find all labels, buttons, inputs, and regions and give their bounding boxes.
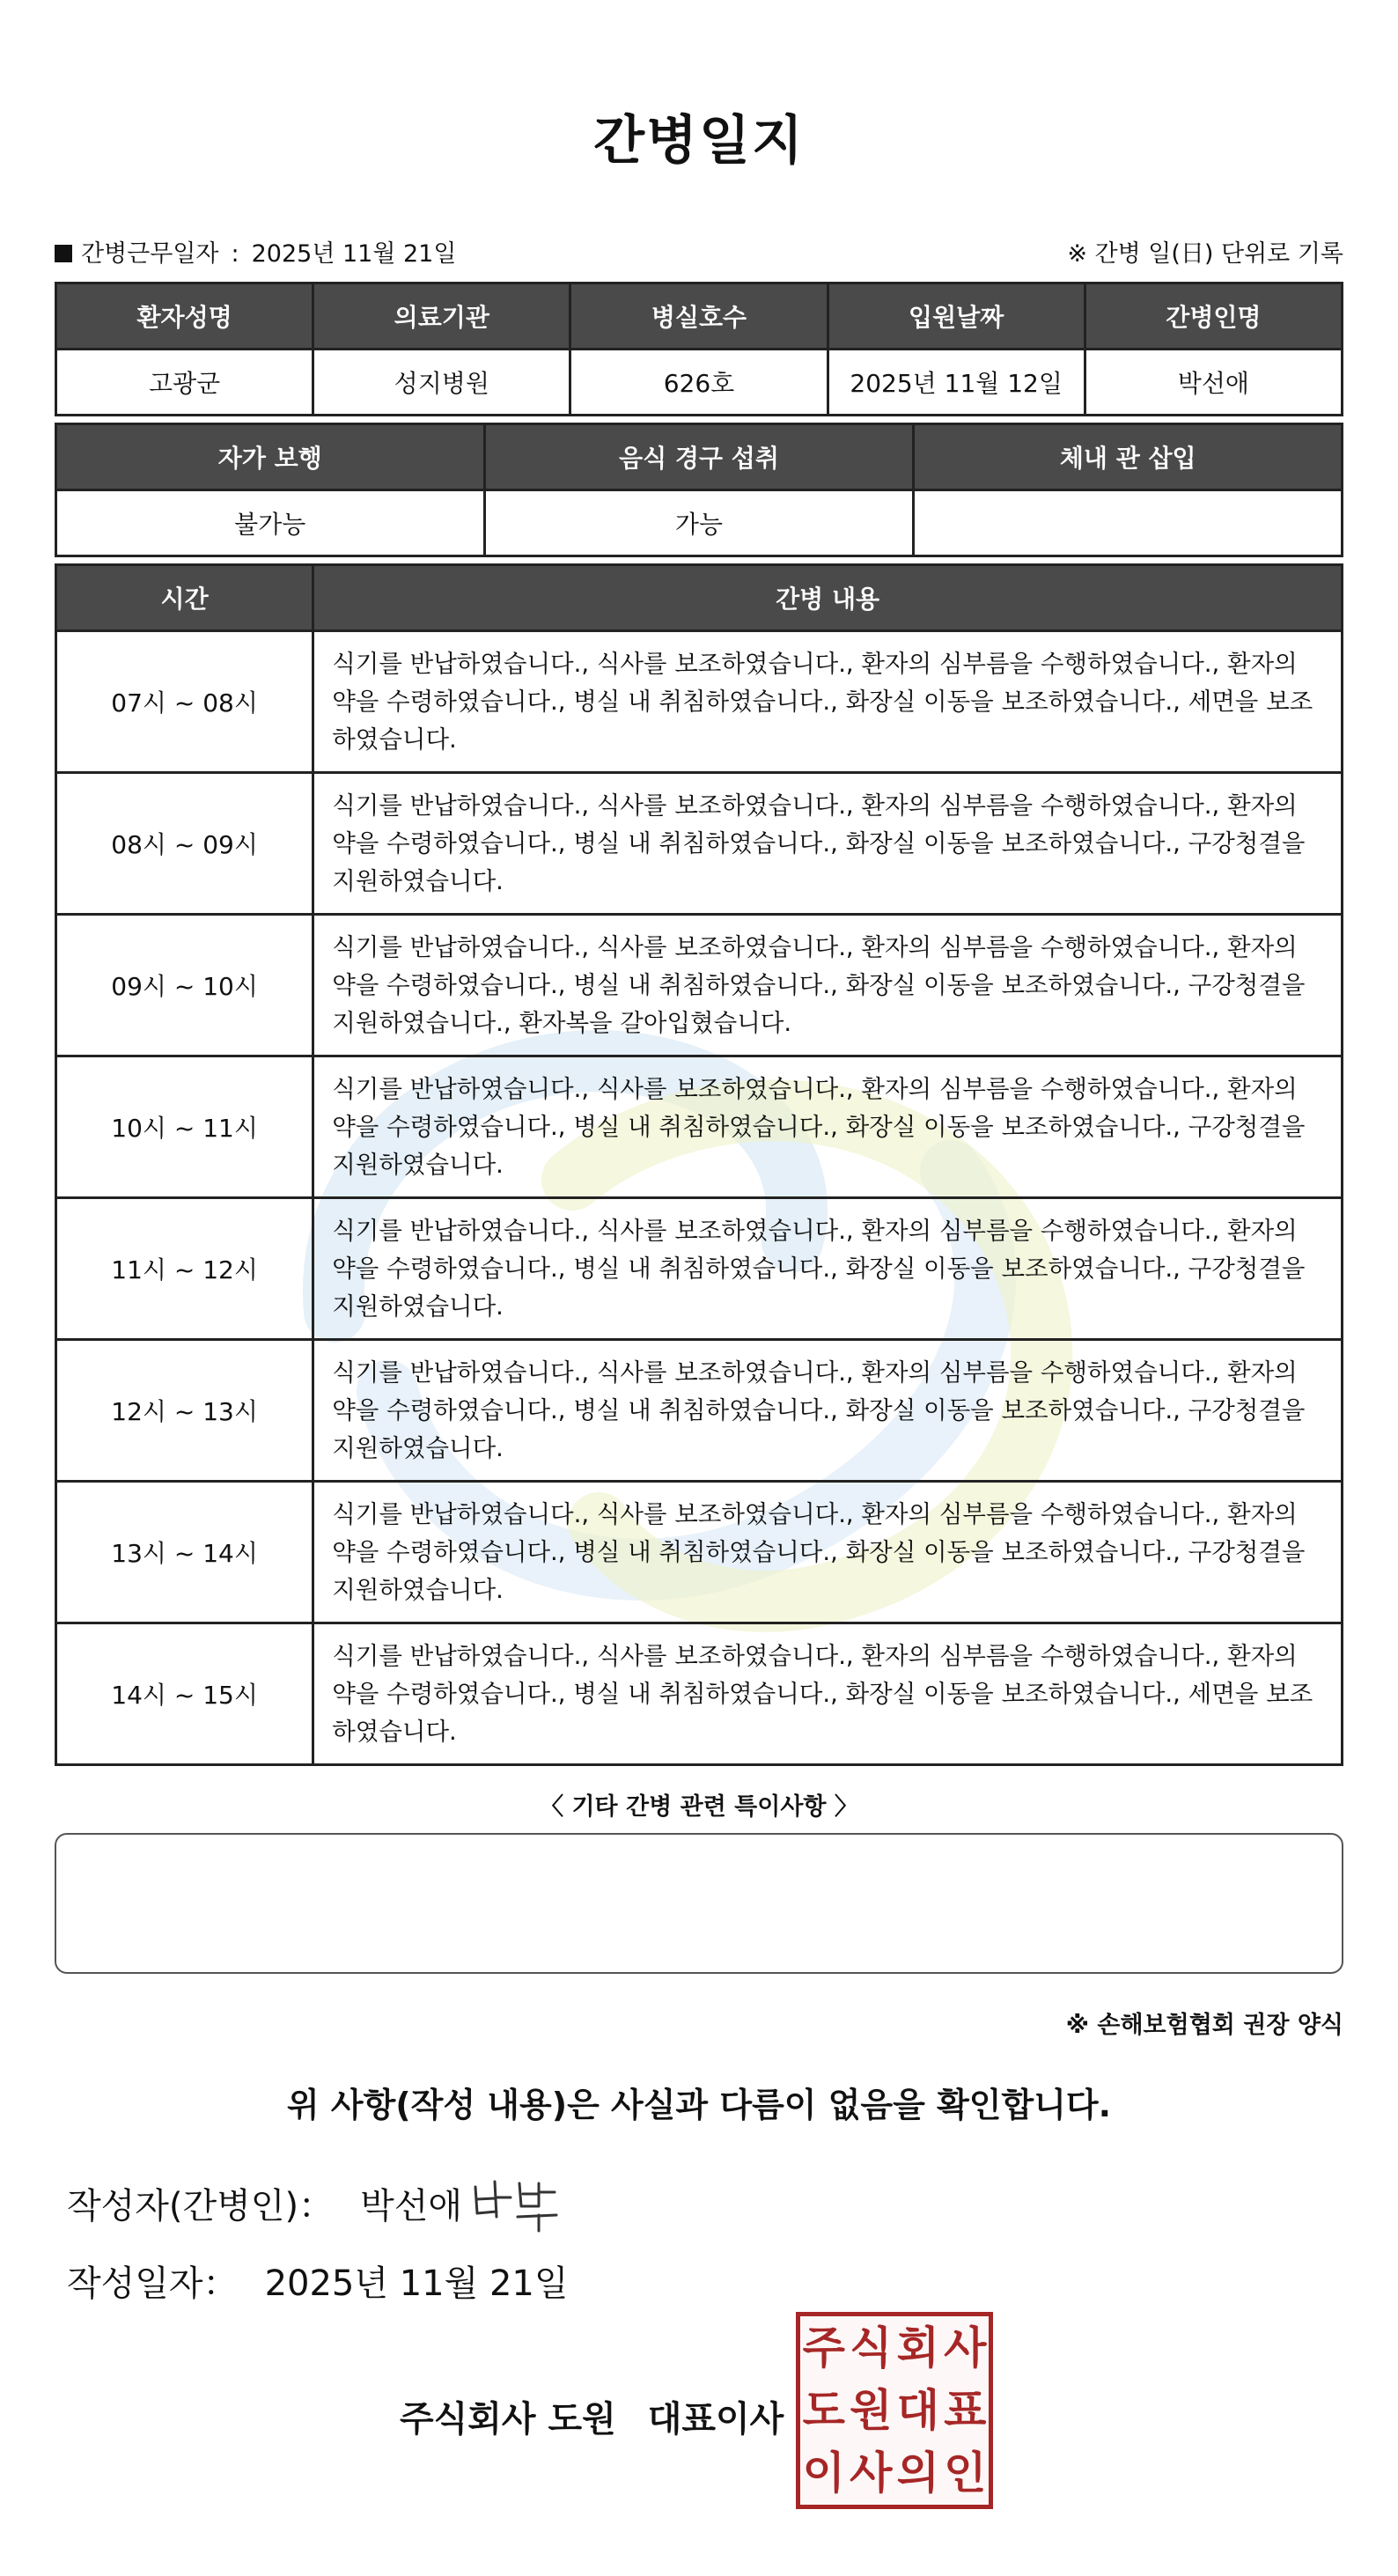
handwritten-signature — [468, 2175, 565, 2236]
header-patient-name: 환자성명 — [56, 283, 313, 350]
header-time: 시간 — [56, 565, 313, 631]
company-signature-line — [400, 2391, 784, 2441]
patient-status-header-row — [56, 424, 1343, 490]
header-tube-insertion: 체내 관 삽입 — [914, 424, 1343, 490]
special-notes-title: 〈 기타 간병 관련 특이사항 〉 — [540, 1793, 858, 1821]
care-content-cell: 식기를 반납하였습니다., 식사를 보조하였습니다., 환자의 심부름을 수행하였습니다., 환자의 약을 수령하였습니다., 병실 내 취침하였습니다., 화장실 이동을 보조하였습니다., 구강청결을 지원하였습니다. — [313, 773, 1343, 915]
tube-insertion-cell — [914, 490, 1343, 556]
caregiver-name-cell: 박선애 — [1085, 350, 1342, 416]
seal-character: 사 — [850, 2447, 893, 2499]
seal-character: 이 — [802, 2447, 845, 2499]
self-walking-cell: 불가능 — [56, 490, 485, 556]
patient-status-value-row — [56, 490, 1343, 556]
patient-info-table — [55, 282, 1343, 416]
writer-name: 박선애 — [360, 2186, 462, 2226]
company-seal-stamp — [796, 2312, 993, 2509]
square-bullet-icon — [55, 245, 72, 262]
patient-status-table — [55, 423, 1343, 557]
care-content-cell: 식기를 반납하였습니다., 식사를 보조하였습니다., 환자의 심부름을 수행하였습니다., 환자의 약을 수령하였습니다., 병실 내 취침하였습니다., 화장실 이동을 보조하였습니다., 세면을 보조하였습니다. — [313, 631, 1343, 773]
header-care-content: 간병 내용 — [313, 565, 1343, 631]
time-cell: 09시 ~ 10시 — [56, 915, 313, 1056]
care-content-cell: 식기를 반납하였습니다., 식사를 보조하였습니다., 환자의 심부름을 수행하였습니다., 환자의 약을 수령하였습니다., 병실 내 취침하였습니다., 화장실 이동을 보조하였습니다., 구강청결을 지원하였습니다. — [313, 1056, 1343, 1198]
care-log-row — [56, 1056, 1343, 1198]
writer-line — [67, 2178, 462, 2228]
time-cell: 14시 ~ 15시 — [56, 1623, 313, 1765]
seal-character: 식 — [850, 2322, 893, 2374]
header-self-walking: 자가 보행 — [56, 424, 485, 490]
admission-date-cell: 2025년 11월 12일 — [828, 350, 1085, 416]
care-log-row — [56, 631, 1343, 773]
patient-info-value-row — [56, 350, 1343, 416]
care-content-cell: 식기를 반납하였습니다., 식사를 보조하였습니다., 환자의 심부름을 수행하였습니다., 환자의 약을 수령하였습니다., 병실 내 취침하였습니다., 화장실 이동을 보조하였습니다., 세면을 보조하였습니다. — [313, 1623, 1343, 1765]
time-cell: 07시 ~ 08시 — [56, 631, 313, 773]
seal-character: 대 — [896, 2384, 939, 2436]
care-log-row — [56, 915, 1343, 1056]
header-oral-intake: 음식 경구 섭취 — [484, 424, 914, 490]
care-log-row — [56, 1340, 1343, 1482]
seal-character: 표 — [944, 2384, 987, 2436]
seal-character: 주 — [802, 2322, 845, 2374]
colon-separator: : — [231, 240, 239, 268]
care-content-cell: 식기를 반납하였습니다., 식사를 보조하였습니다., 환자의 심부름을 수행하였습니다., 환자의 약을 수령하였습니다., 병실 내 취침하였습니다., 화장실 이동을 보조하였습니다., 구강청결을 지원하였습니다. — [313, 1482, 1343, 1623]
writer-label: 작성자(간병인)： — [67, 2186, 335, 2226]
patient-name-cell: 고광군 — [56, 350, 313, 416]
seal-character: 사 — [944, 2322, 987, 2374]
care-log-row — [56, 773, 1343, 915]
hospital-cell: 성지병원 — [313, 350, 570, 416]
time-cell: 13시 ~ 14시 — [56, 1482, 313, 1623]
seal-character: 회 — [896, 2322, 939, 2374]
form-source-note: ※ 손해보험협회 권장 양식 — [1065, 2012, 1343, 2039]
special-notes-box — [55, 1833, 1343, 1974]
seal-character: 도 — [802, 2384, 845, 2436]
work-date-value: 2025년 11월 21일 — [251, 240, 457, 268]
header-room-number: 병실호수 — [570, 283, 828, 350]
care-content-cell: 식기를 반납하였습니다., 식사를 보조하였습니다., 환자의 심부름을 수행하였습니다., 환자의 약을 수령하였습니다., 병실 내 취침하였습니다., 화장실 이동을 보조하였습니다., 구강청결을 지원하였습니다. — [313, 1198, 1343, 1340]
seal-character: 의 — [896, 2447, 939, 2499]
care-log-row — [56, 1482, 1343, 1623]
oral-intake-cell: 가능 — [484, 490, 914, 556]
time-cell: 12시 ~ 13시 — [56, 1340, 313, 1482]
seal-character: 원 — [850, 2384, 893, 2436]
time-cell: 10시 ~ 11시 — [56, 1056, 313, 1198]
work-date-label: 간병근무일자 — [81, 240, 219, 268]
company-name: 주식회사 도원 — [400, 2399, 616, 2440]
written-date-label: 작성일자： — [67, 2263, 239, 2304]
company-role: 대표이사 — [647, 2399, 784, 2440]
care-content-cell: 식기를 반납하였습니다., 식사를 보조하였습니다., 환자의 심부름을 수행하였습니다., 환자의 약을 수령하였습니다., 병실 내 취침하였습니다., 화장실 이동을 보조하였습니다., 구강청결을 지원하였습니다., 환자복을 갈아입혔습니다. — [313, 915, 1343, 1056]
patient-info-header-row — [56, 283, 1343, 350]
room-number-cell: 626호 — [570, 350, 828, 416]
confirmation-statement: 위 사항(작성 내용)은 사실과 다름이 없음을 확인합니다. — [286, 2086, 1112, 2124]
header-caregiver-name: 간병인명 — [1085, 283, 1342, 350]
header-hospital: 의료기관 — [313, 283, 570, 350]
time-cell: 11시 ~ 12시 — [56, 1198, 313, 1340]
care-log-row — [56, 1198, 1343, 1340]
care-content-cell: 식기를 반납하였습니다., 식사를 보조하였습니다., 환자의 심부름을 수행하였습니다., 환자의 약을 수령하였습니다., 병실 내 취침하였습니다., 화장실 이동을 보조하였습니다., 구강청결을 지원하였습니다. — [313, 1340, 1343, 1482]
header-admission-date: 입원날짜 — [828, 283, 1085, 350]
document-title: 간병일지 — [593, 110, 805, 172]
care-log-table — [55, 563, 1343, 1766]
seal-character: 인 — [944, 2447, 987, 2499]
time-cell: 08시 ~ 09시 — [56, 773, 313, 915]
care-log-header-row — [56, 565, 1343, 631]
work-date-line — [55, 234, 456, 269]
written-date-line — [67, 2256, 569, 2306]
record-unit-note: ※ 간병 일(日) 단위로 기록 — [1067, 240, 1343, 268]
written-date-value: 2025년 11월 21일 — [264, 2263, 569, 2304]
care-log-row — [56, 1623, 1343, 1765]
